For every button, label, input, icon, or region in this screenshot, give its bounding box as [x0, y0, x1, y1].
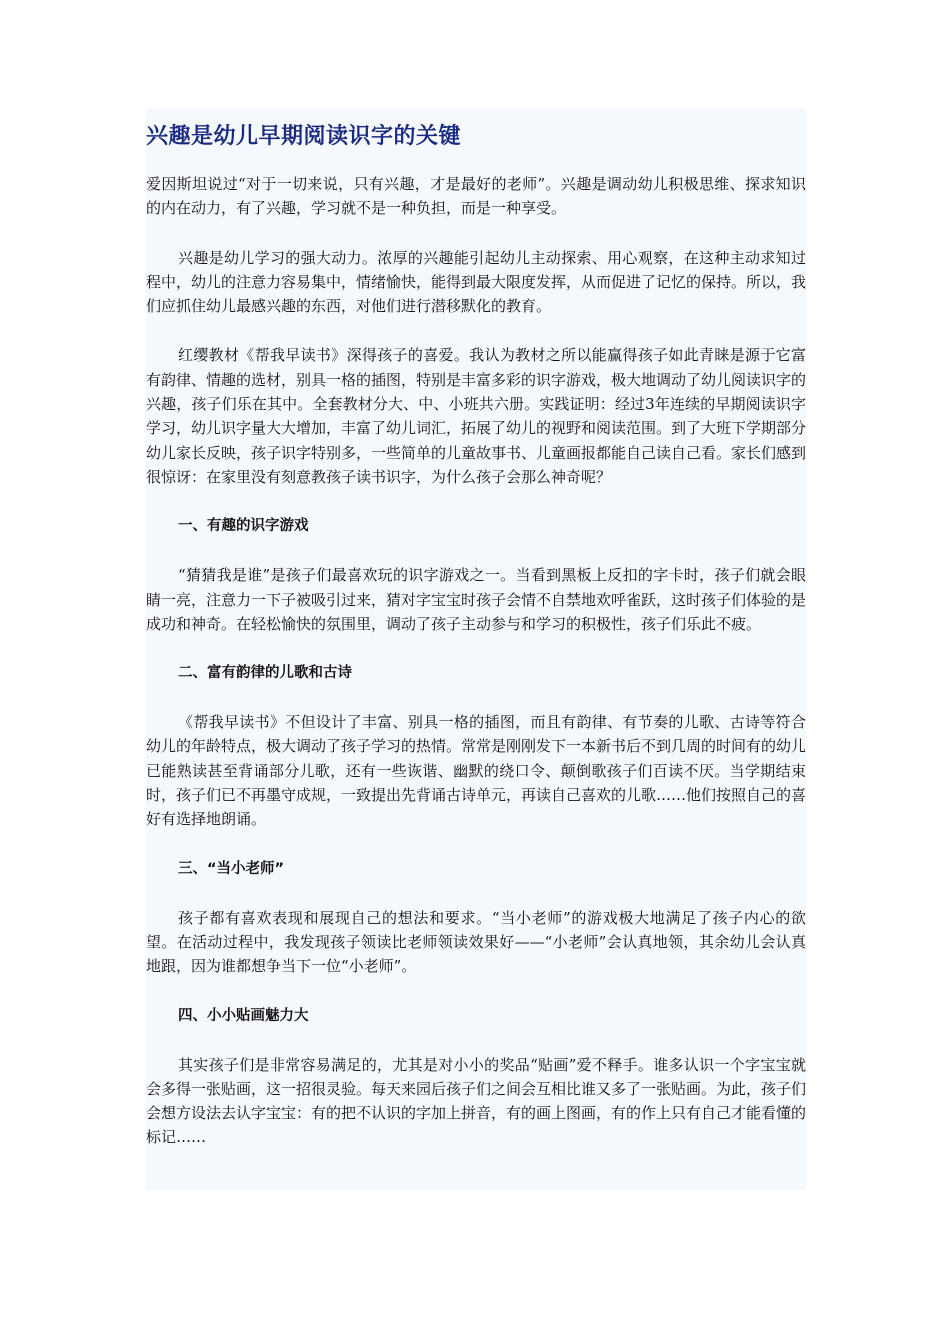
intro-paragraph: 爱因斯坦说过“对于一切来说，只有兴趣，才是最好的老师”。兴趣是调动幼儿积极思维、探求知识的内在动力，有了兴趣，学习就不是一种负担，而是一种享受。 — [146, 175, 806, 218]
section-paragraph-4: 其实孩子们是非常容易满足的，尤其是对小小的奖品“贴画”爱不释手。谁多认识一个字宝宝就会多得一张贴画，这一招很灵验。每天来园后孩子们之间会互相比谁又多了一张贴画。为此，孩子们会想方设法去认字宝宝：有的把不认识的字加上拼音，有的画上图画，有的作上只有自己才能看懂的标记…… — [146, 1055, 807, 1147]
paragraph-textbook: 红缨教材《帮我早读书》深得孩子的喜爱。我认为教材之所以能赢得孩子如此青睐是源于它富有韵律、情趣的选材，别具一格的插图，特别是丰富多彩的识字游戏，极大地调动了幼儿阅读识字的兴趣，孩子们乐在其中。全套教材分大、中、小班共六册。实践证明：经过3年连续的早期阅读识字学习，幼儿识字量大大增加，丰富了幼儿词汇，拓展了幼儿的视野和阅读范围。到了大班下学期部分幼儿家长反映，孩子识字特别多，一些简单的儿童故事书、儿童画报都能自己读自己看。家长们感到很惊讶：在家里没有刻意教孩子读书识字，为什么孩子会那么神奇呢？ — [146, 346, 807, 486]
section-heading-3: 三、“当小老师” — [178, 860, 285, 877]
section-paragraph-2: 《帮我早读书》不但设计了丰富、别具一格的插图，而且有韵律、有节奏的儿歌、古诗等符合幼儿的年龄特点，极大调动了孩子学习的热情。常常是刚刚发下一本新书后不到几周的时间有的幼儿已能熟读甚至背诵部分儿歌，还有一些诙谐、幽默的绕口令、颠倒歌孩子们百读不厌。当学期结束时，孩子们已不再墨守成规，一致提出先背诵古诗单元，再读自己喜欢的儿歌……他们按照自己的喜好有选择地朗诵。 — [146, 713, 807, 829]
section-heading-2: 二、富有韵律的儿歌和古诗 — [178, 665, 352, 682]
section-paragraph-1: “猜猜我是谁”是孩子们最喜欢玩的识字游戏之一。当看到黑板上反扣的字卡时，孩子们就会眼睛一亮，注意力一下子被吸引过来，猜对字宝宝时孩子会情不自禁地欢呼雀跃，这时孩子们体验的是成功和神奇。在轻松愉快的氛围里，调动了孩子主动参与和学习的积极性，孩子们乐此不疲。 — [146, 566, 807, 633]
article-title: 兴趣是幼儿早期阅读识字的关键 — [146, 124, 462, 149]
paragraph-interest-motivation: 兴趣是幼儿学习的强大动力。浓厚的兴趣能引起幼儿主动探索、用心观察，在这种主动求知过程中，幼儿的注意力容易集中，情绪愉快，能得到最大限度发挥，从而促进了记忆的保持。所以，我们应抓住幼儿最感兴趣的东西，对他们进行潜移默化的教育。 — [146, 248, 807, 316]
section-paragraph-3: 孩子都有喜欢表现和展现自己的想法和要求。“当小老师”的游戏极大地满足了孩子内心的欲望。在活动过程中，我发现孩子领读比老师领读效果好——“小老师”会认真地领，其余幼儿会认真地跟，因为谁都想争当下一位“小老师”。 — [146, 908, 806, 976]
article-body — [146, 172, 806, 1150]
section-heading-1: 一、有趣的识字游戏 — [178, 518, 309, 535]
section-heading-4: 四、小小贴画魅力大 — [178, 1007, 309, 1024]
